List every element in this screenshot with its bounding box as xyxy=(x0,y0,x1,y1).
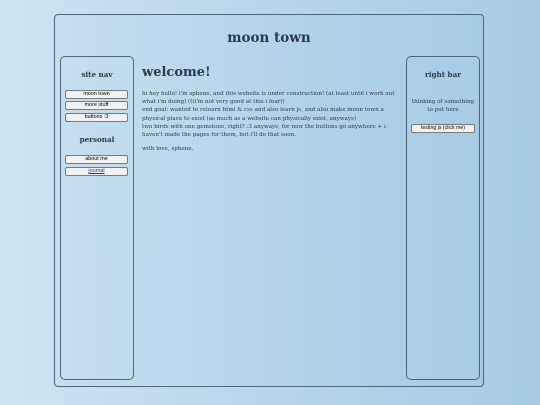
nav-button-about-me[interactable]: about me xyxy=(65,155,128,164)
right-bar-heading: right bar xyxy=(424,70,462,79)
nav-button-journal[interactable]: journal xyxy=(65,167,128,176)
welcome-heading: welcome! xyxy=(142,65,211,80)
main-content xyxy=(142,65,398,153)
right-bar-text: thinking of something to put here xyxy=(411,99,475,114)
intro-paragraph xyxy=(142,90,398,139)
intro-line: two birds with one gemstone, right? :3 anyways, for now the buttons go anywhere + i haven't made the pages for them, but i'll do that soon. xyxy=(142,123,386,139)
intro-line: hi hey hello! i'm sphene, and this website is under construction! (at least until i work out what i'm doing) (((i'm not very good at this i fear)) xyxy=(142,91,395,106)
left-sidebar xyxy=(60,56,134,380)
page-frame xyxy=(54,14,484,387)
nav-button-moon-town[interactable]: moon town xyxy=(65,90,128,99)
intro-line: end goal: wanted to relearn html & css and also learn js, and also make moon town a physical place to exist (as much as a website can physically exist, anyways) xyxy=(142,107,384,122)
testing-js-button[interactable]: testing js (click me) xyxy=(411,124,475,133)
site-nav-heading: site nav xyxy=(81,70,113,79)
nav-button-more-stuff[interactable]: more stuff xyxy=(65,101,128,110)
site-title: moon town xyxy=(227,30,311,46)
right-sidebar xyxy=(406,56,480,380)
signoff: with love, sphene. xyxy=(142,146,194,153)
nav-button-buttons[interactable]: buttons :3 xyxy=(65,113,128,122)
personal-heading: personal xyxy=(79,135,115,144)
